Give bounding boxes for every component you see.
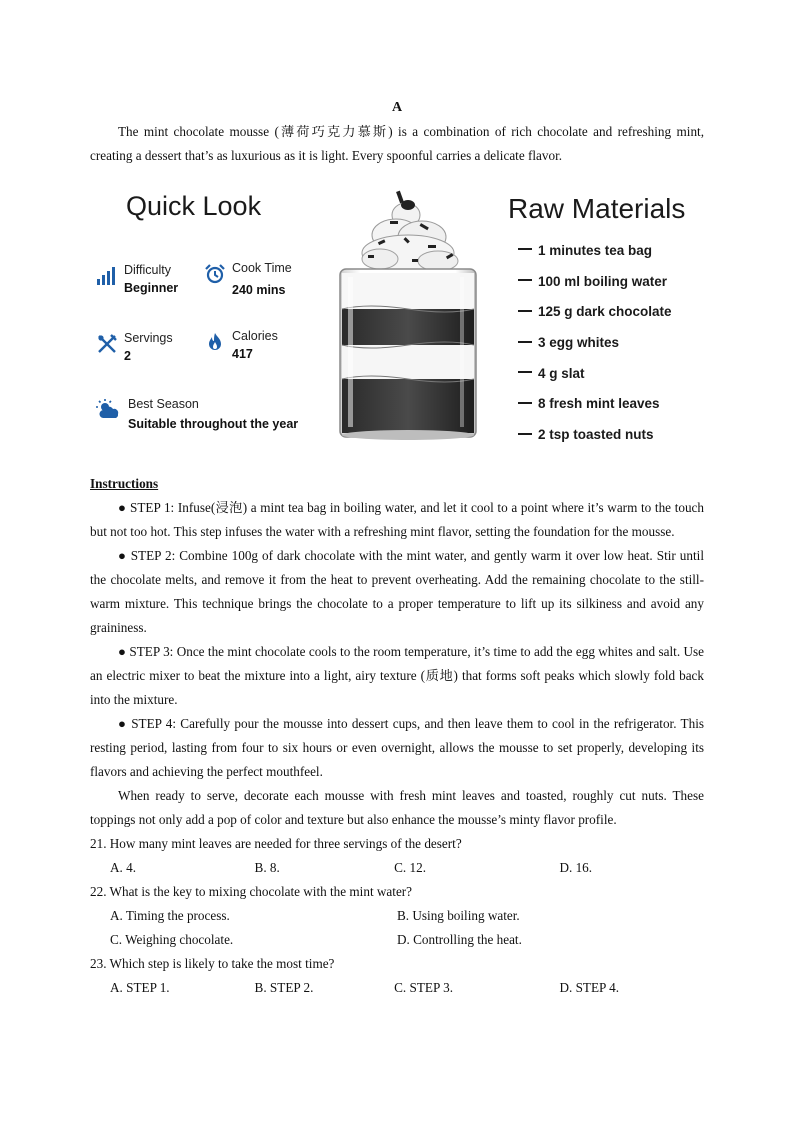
option-c: C. Weighing chocolate. <box>110 932 234 947</box>
option-d: D. Controlling the heat. <box>397 932 522 947</box>
best-season-value: Suitable throughout the year <box>128 417 299 431</box>
raw-material-item: 1 minutes tea bag <box>518 241 672 272</box>
recipe-infographic <box>90 185 704 447</box>
option-c: C. 12. <box>394 860 427 875</box>
utensils-icon <box>96 333 118 355</box>
sun-cloud-icon <box>96 399 122 421</box>
instructions-section <box>90 472 704 1000</box>
alarm-clock-icon <box>204 263 226 285</box>
option-b: B. Using boiling water. <box>397 908 520 923</box>
section-letter: A <box>391 100 403 115</box>
signal-bars-icon <box>96 265 118 287</box>
dash-icon <box>518 279 532 281</box>
difficulty-value: Beginner <box>124 281 179 295</box>
question-23-options <box>90 976 704 1000</box>
cook-time-label: Cook Time <box>232 261 292 275</box>
flame-icon <box>204 331 226 353</box>
option-b: B. STEP 2. <box>254 980 314 995</box>
dash-icon <box>518 248 532 250</box>
question-21-options <box>90 856 704 880</box>
question-21: 21. How many mint leaves are needed for three servings of the desert? <box>90 836 462 851</box>
servings-value: 2 <box>124 349 131 363</box>
raw-material-item: 125 g dark chocolate <box>518 302 672 333</box>
dash-icon <box>518 341 532 343</box>
question-22-options-row-1 <box>90 904 704 928</box>
quick-look-title: Quick Look <box>126 191 262 221</box>
calories-value: 417 <box>232 347 253 361</box>
option-d: D. 16. <box>559 860 593 875</box>
raw-material-item: 8 fresh mint leaves <box>518 394 672 425</box>
dash-icon <box>518 371 532 373</box>
step-4: ● STEP 4: Carefully pour the mousse into dessert cups, and then leave them to cool in the refrigerator. This resting period, lasting from four to six hours or even overnight, allows the mousse to set properly, developing its flavors and achieving the perfect mouthfeel. <box>90 716 704 779</box>
raw-materials-list <box>518 241 672 456</box>
raw-material-item: 4 g slat <box>518 364 672 395</box>
dash-icon <box>518 402 532 404</box>
step-2: ● STEP 2: Combine 100g of dark chocolate with the mint water, and gently warm it over low heat. Stir until the chocolate melts, and remove it from the heat to prevent overheating. Add the remaining chocolate to the still-warm mixture. This technique brings the chocolate to a proper temperature to lift up its silkiness and avoid any graininess. <box>90 548 704 635</box>
option-a: A. STEP 1. <box>110 980 170 995</box>
mousse-cup-image <box>328 185 488 447</box>
option-d: D. STEP 4. <box>559 980 620 995</box>
raw-material-item: 3 egg whites <box>518 333 672 364</box>
option-c: C. STEP 3. <box>394 980 454 995</box>
option-b: B. 8. <box>254 860 280 875</box>
option-a: A. 4. <box>110 860 137 875</box>
intro-paragraph: The mint chocolate mousse (薄荷巧克力慕斯) is a combination of rich chocolate and refreshing mint, creating a dessert that’s as luxurious as it is light. Every spoonful carries a delicate flavor. <box>90 124 704 163</box>
instructions-heading: Instructions <box>90 476 159 491</box>
best-season-label: Best Season <box>128 397 199 411</box>
option-a: A. Timing the process. <box>110 908 230 923</box>
calories-label: Calories <box>232 329 278 343</box>
step-3: ● STEP 3: Once the mint chocolate cools to the room temperature, it’s time to add the egg whites and salt. Use an electric mixer to beat the mixture into a light, airy texture (质地) that forms soft peaks which slowly fold back into the mixture. <box>90 644 704 707</box>
dash-icon <box>518 310 532 312</box>
question-22-options-row-2 <box>90 928 704 952</box>
question-23: 23. Which step is likely to take the most time? <box>90 956 335 971</box>
question-22: 22. What is the key to mixing chocolate with the mint water? <box>90 884 413 899</box>
step-1: ● STEP 1: Infuse(浸泡) a mint tea bag in boiling water, and let it cool to a point where it’s warm to the touch but not too hot. This step infuses the water with a refreshing mint flavor, setting the foundation for the mousse. <box>90 500 704 539</box>
raw-material-item: 100 ml boiling water <box>518 272 672 303</box>
raw-materials-title: Raw Materials <box>508 193 686 224</box>
servings-label: Servings <box>124 331 173 345</box>
cook-time-value: 240 mins <box>232 283 286 297</box>
difficulty-label: Difficulty <box>124 263 172 277</box>
dash-icon <box>518 433 532 435</box>
raw-material-item: 2 tsp toasted nuts <box>518 425 672 456</box>
closing-paragraph: When ready to serve, decorate each mousse with fresh mint leaves and toasted, roughly cut nuts. These toppings not only add a pop of color and texture but also enhance the mousse’s minty flavor profile. <box>90 788 704 827</box>
